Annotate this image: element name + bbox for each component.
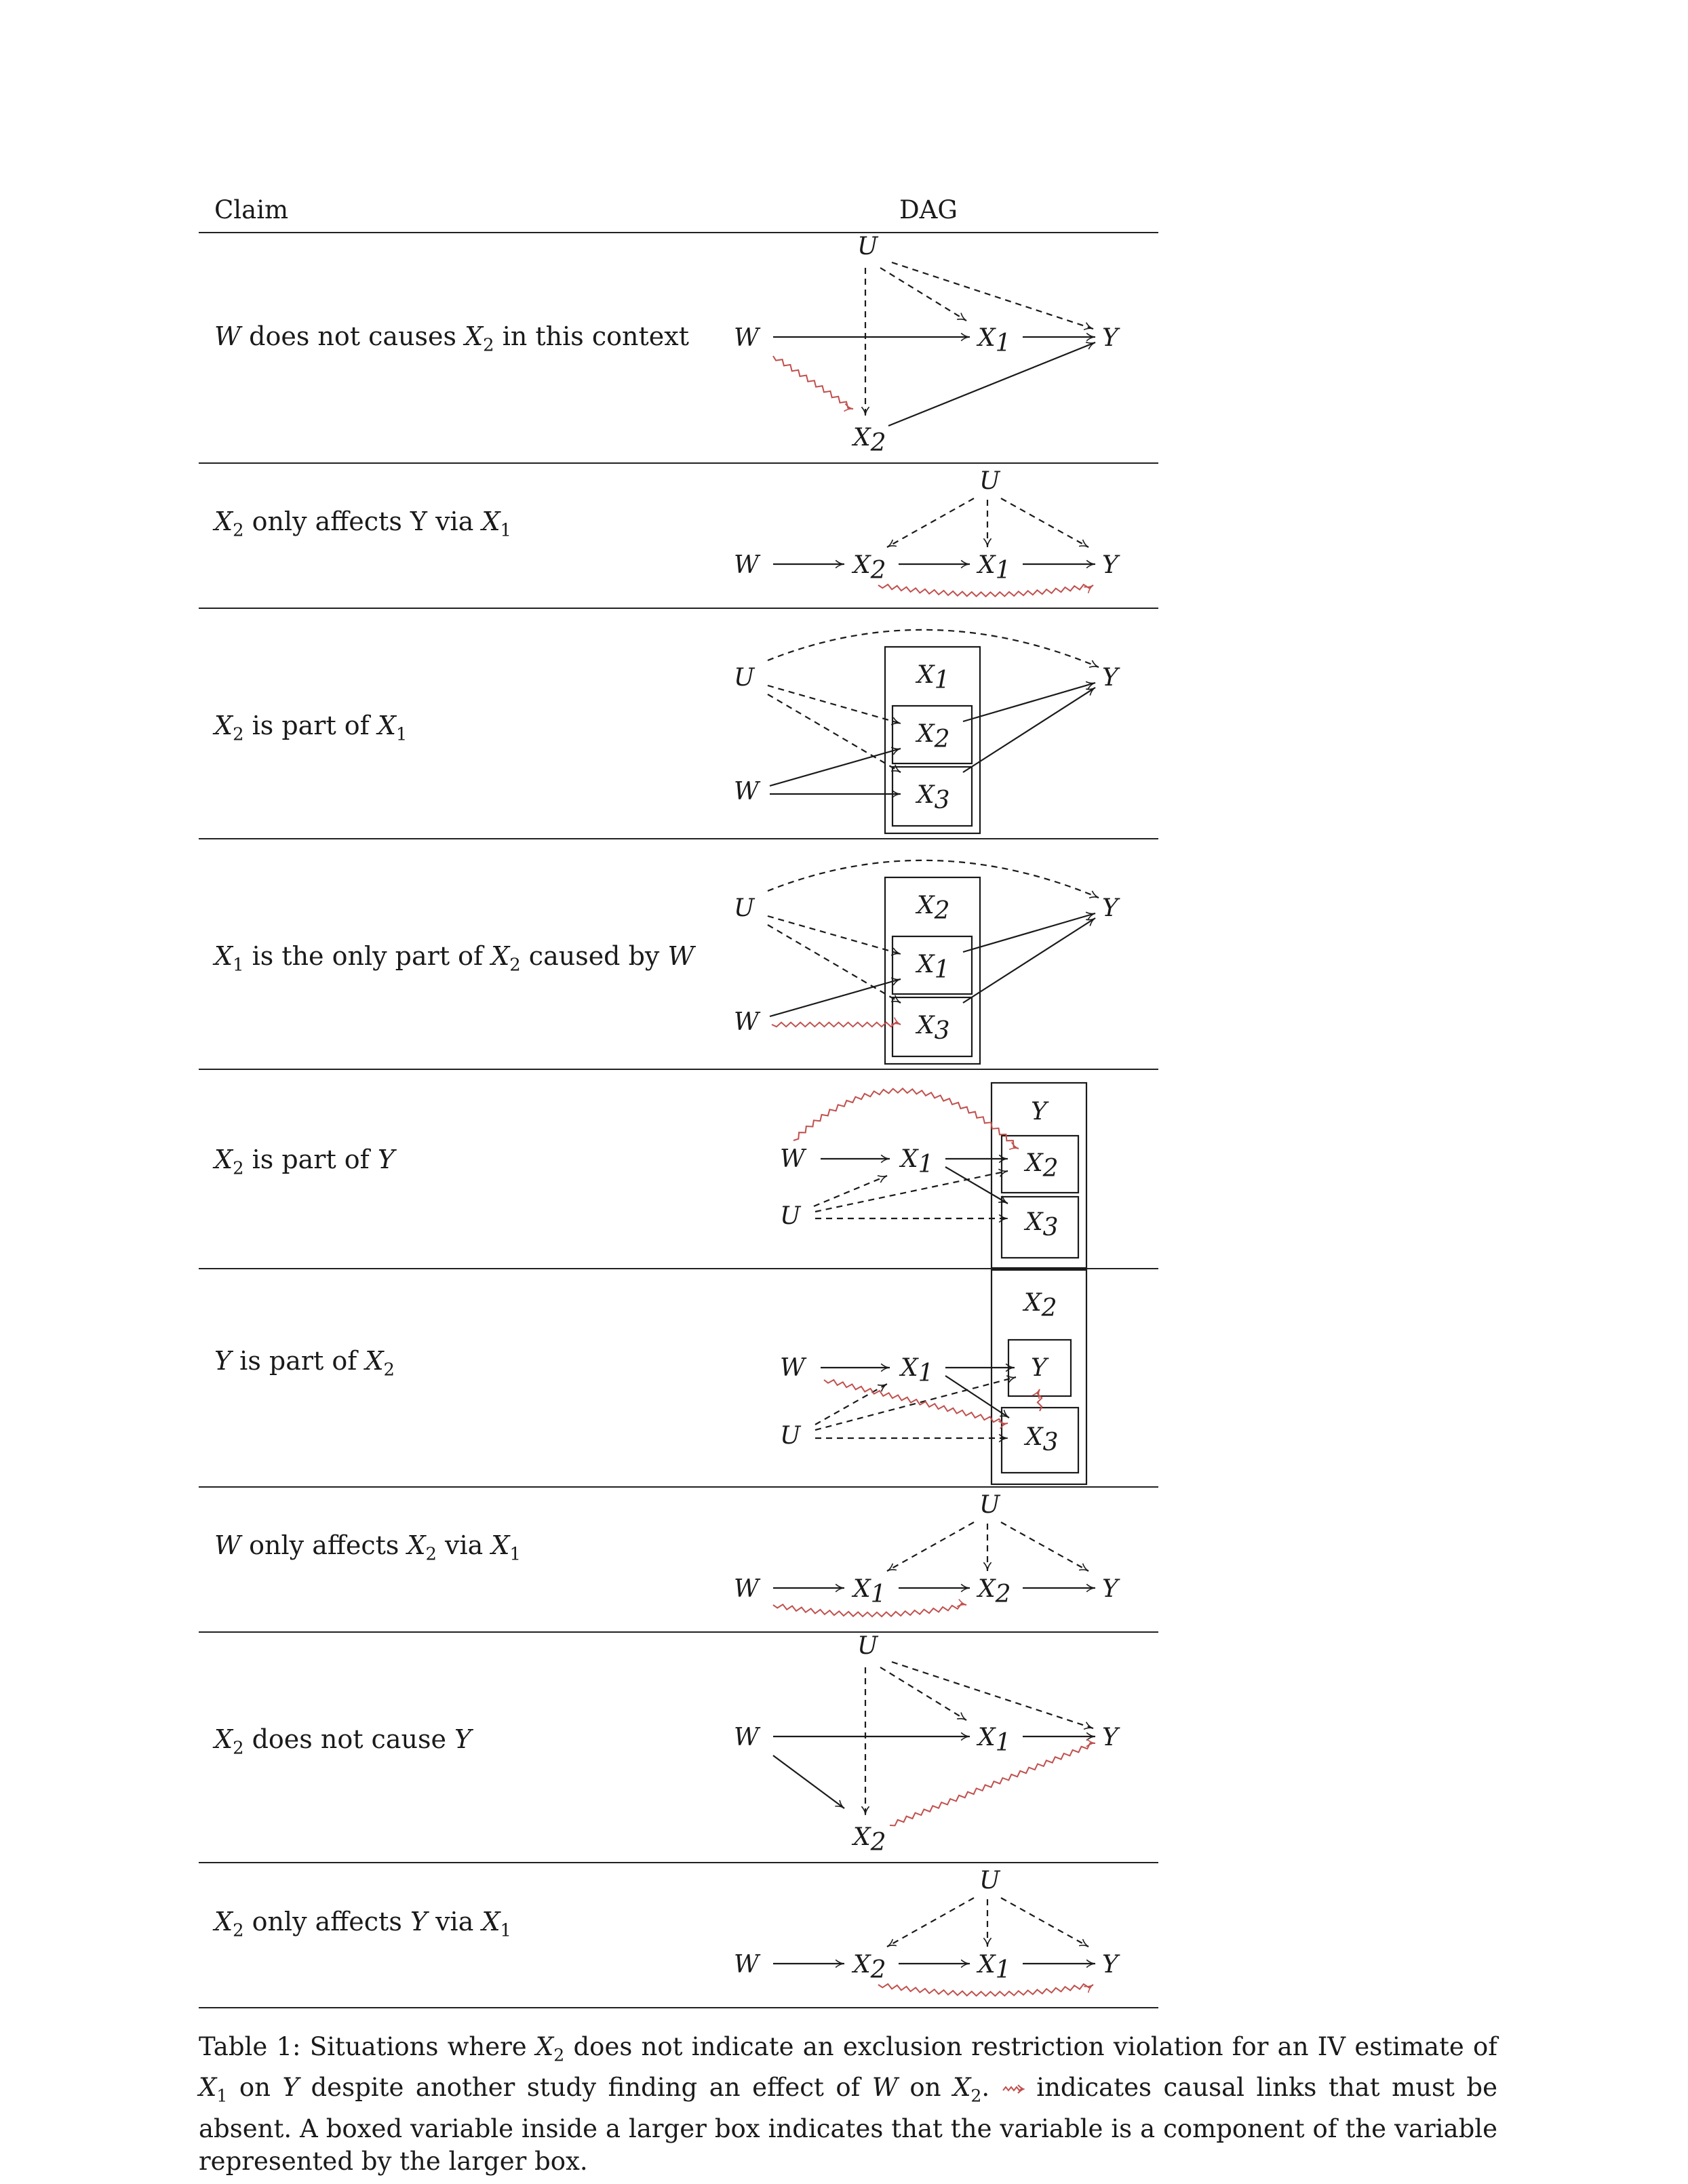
node-x1: X1: [978, 1724, 1011, 1757]
dag-row-7: [705, 1488, 1139, 1631]
node-x2-outer: X2: [1024, 1289, 1057, 1322]
edge-u-x1: [887, 1522, 974, 1571]
claim-row-4: $X_1$ is the only part of $X_2$ caused by W: [214, 941, 694, 976]
dag-row-5: [705, 1071, 1139, 1268]
node-x2-inner: X2: [1025, 1149, 1059, 1183]
edge-u-x2: [887, 498, 974, 547]
node-u: U: [780, 1202, 801, 1230]
header-dag: DAG: [899, 195, 958, 224]
node-x1-inner: X1: [917, 951, 950, 984]
edge-u-x1: [768, 916, 901, 954]
node-u: U: [979, 1491, 1000, 1519]
table-rule: [199, 1486, 1158, 1488]
edge-x1-y: [963, 913, 1095, 952]
node-w: W: [734, 1724, 760, 1751]
edge-u-y: [1001, 1522, 1088, 1571]
node-x2-outer: X2: [917, 892, 950, 925]
edge-x3-y: [963, 688, 1095, 772]
absent-link-legend-icon: [1002, 2082, 1025, 2097]
dag-row-4: [705, 840, 1139, 1069]
edge-x2-y: [963, 683, 1095, 721]
edge-u-y: [892, 1662, 1093, 1728]
node-u: U: [734, 894, 755, 922]
node-w: W: [734, 551, 760, 579]
node-x1: X1: [978, 551, 1011, 584]
node-x1-outer: X1: [917, 661, 950, 694]
node-y: Y: [1102, 1951, 1118, 1979]
node-u: U: [857, 1632, 878, 1660]
dag-row-2: [705, 464, 1139, 608]
node-y: Y: [1102, 324, 1118, 352]
node-u: U: [734, 664, 755, 692]
edge-w-x2: [770, 749, 901, 786]
node-x1: X1: [901, 1145, 934, 1178]
absent-edge-w-x2: [773, 356, 853, 409]
edge-u-x2: [887, 1898, 974, 1947]
node-x3-inner: X3: [1025, 1423, 1059, 1456]
node-y: Y: [1102, 1575, 1118, 1603]
edge-u-x1: [814, 1176, 887, 1206]
edge-u-x3: [768, 925, 901, 1003]
node-x1: X1: [853, 1575, 886, 1608]
claim-row-8: $X_2$ does not cause Y: [214, 1724, 472, 1759]
node-x2: X2: [978, 1575, 1011, 1608]
table-rule: [199, 462, 1158, 464]
edge-u-x1: [880, 1667, 966, 1720]
node-u: U: [979, 1867, 1000, 1894]
table-caption: Table 1: Situations where $X_2$ does not indicate an exclusion restriction violation for an IV estimate of $X_1$ on Y despite another study finding an effect of W on $X_2$. indicates causal links that must be absent. A boxed variable inside a larger box indicates that the variable is a component of the variable represented by the larger box.: [199, 2032, 1498, 2176]
node-w: W: [780, 1145, 806, 1173]
node-w: W: [734, 1951, 760, 1979]
node-x2: X2: [853, 1823, 886, 1857]
node-u: U: [780, 1422, 801, 1450]
node-u: U: [979, 467, 1000, 495]
edge-u-y: [892, 262, 1093, 329]
node-x1: X1: [978, 324, 1011, 357]
node-y-inner: Y: [1031, 1354, 1047, 1382]
dag-row-9: [705, 1864, 1139, 2007]
node-x2: X2: [853, 424, 886, 457]
node-y: Y: [1102, 551, 1118, 579]
claim-row-2: $X_2$ only affects Y via $X_1$: [214, 507, 511, 541]
node-y-outer: Y: [1031, 1098, 1047, 1126]
header-claim: Claim: [214, 195, 289, 224]
node-x2: X2: [853, 1951, 886, 1984]
edge-w-x2: [773, 1755, 844, 1808]
edge-u-x2: [815, 1171, 1008, 1212]
node-x3-inner: X3: [917, 1012, 950, 1045]
edge-w-x1: [770, 979, 901, 1016]
dag-row-6: [705, 1270, 1139, 1486]
table-rule: [199, 1862, 1158, 1863]
node-x2-inner: X2: [917, 720, 950, 753]
table-rule: [199, 838, 1158, 839]
table-rule: [199, 1069, 1158, 1070]
claim-row-6: Y is part of $X_2$: [214, 1346, 395, 1381]
dag-row-8: [705, 1633, 1139, 1862]
table-rule-top: [199, 232, 1158, 233]
edge-x2-y: [888, 342, 1095, 426]
node-x2: X2: [853, 551, 886, 584]
claim-row-7: W only affects $X_2$ via $X_1$: [214, 1530, 521, 1565]
claim-row-1: W does not causes $X_2$ in this context: [214, 321, 689, 356]
node-w: W: [734, 1575, 760, 1603]
edge-u-y: [1001, 1898, 1088, 1947]
edge-u-y: [1001, 498, 1088, 547]
node-y: Y: [1102, 1724, 1118, 1751]
dag-row-1: [705, 234, 1139, 462]
table-rule-bottom: [199, 2007, 1158, 2008]
edge-x3-y: [963, 918, 1095, 1003]
edge-u-x1: [815, 1384, 887, 1425]
claim-row-9: $X_2$ only affects Y via $X_1$: [214, 1907, 511, 1941]
node-x1: X1: [901, 1354, 934, 1387]
absent-edge-w-x3: [772, 1022, 901, 1027]
claim-row-3: $X_2$ is part of $X_1$: [214, 711, 408, 745]
node-x1: X1: [978, 1951, 1011, 1984]
absent-edge-w-x2: [793, 1088, 1019, 1149]
absent-edge-x2-y: [878, 1984, 1093, 1996]
claim-row-5: $X_2$ is part of Y: [214, 1145, 395, 1179]
node-w: W: [734, 1008, 760, 1036]
node-w: W: [734, 324, 760, 352]
dag-row-3: [705, 610, 1139, 838]
node-u: U: [857, 233, 878, 260]
table-rule: [199, 1631, 1158, 1633]
edge-u-x1: [880, 268, 966, 321]
edge-u-x2: [768, 686, 901, 723]
node-x3-inner: X3: [917, 781, 950, 814]
table-rule: [199, 608, 1158, 609]
absent-edge-x2-y: [878, 584, 1093, 597]
node-w: W: [734, 778, 760, 806]
absent-edge-x2-y: [890, 1743, 1095, 1826]
node-x3-inner: X3: [1025, 1208, 1059, 1242]
node-y: Y: [1102, 664, 1118, 692]
node-y: Y: [1102, 894, 1118, 922]
absent-edge-w-x3: [824, 1380, 1008, 1425]
node-w: W: [780, 1354, 806, 1382]
edge-u-x3: [768, 694, 901, 772]
absent-edge-w-x2: [773, 1604, 966, 1616]
